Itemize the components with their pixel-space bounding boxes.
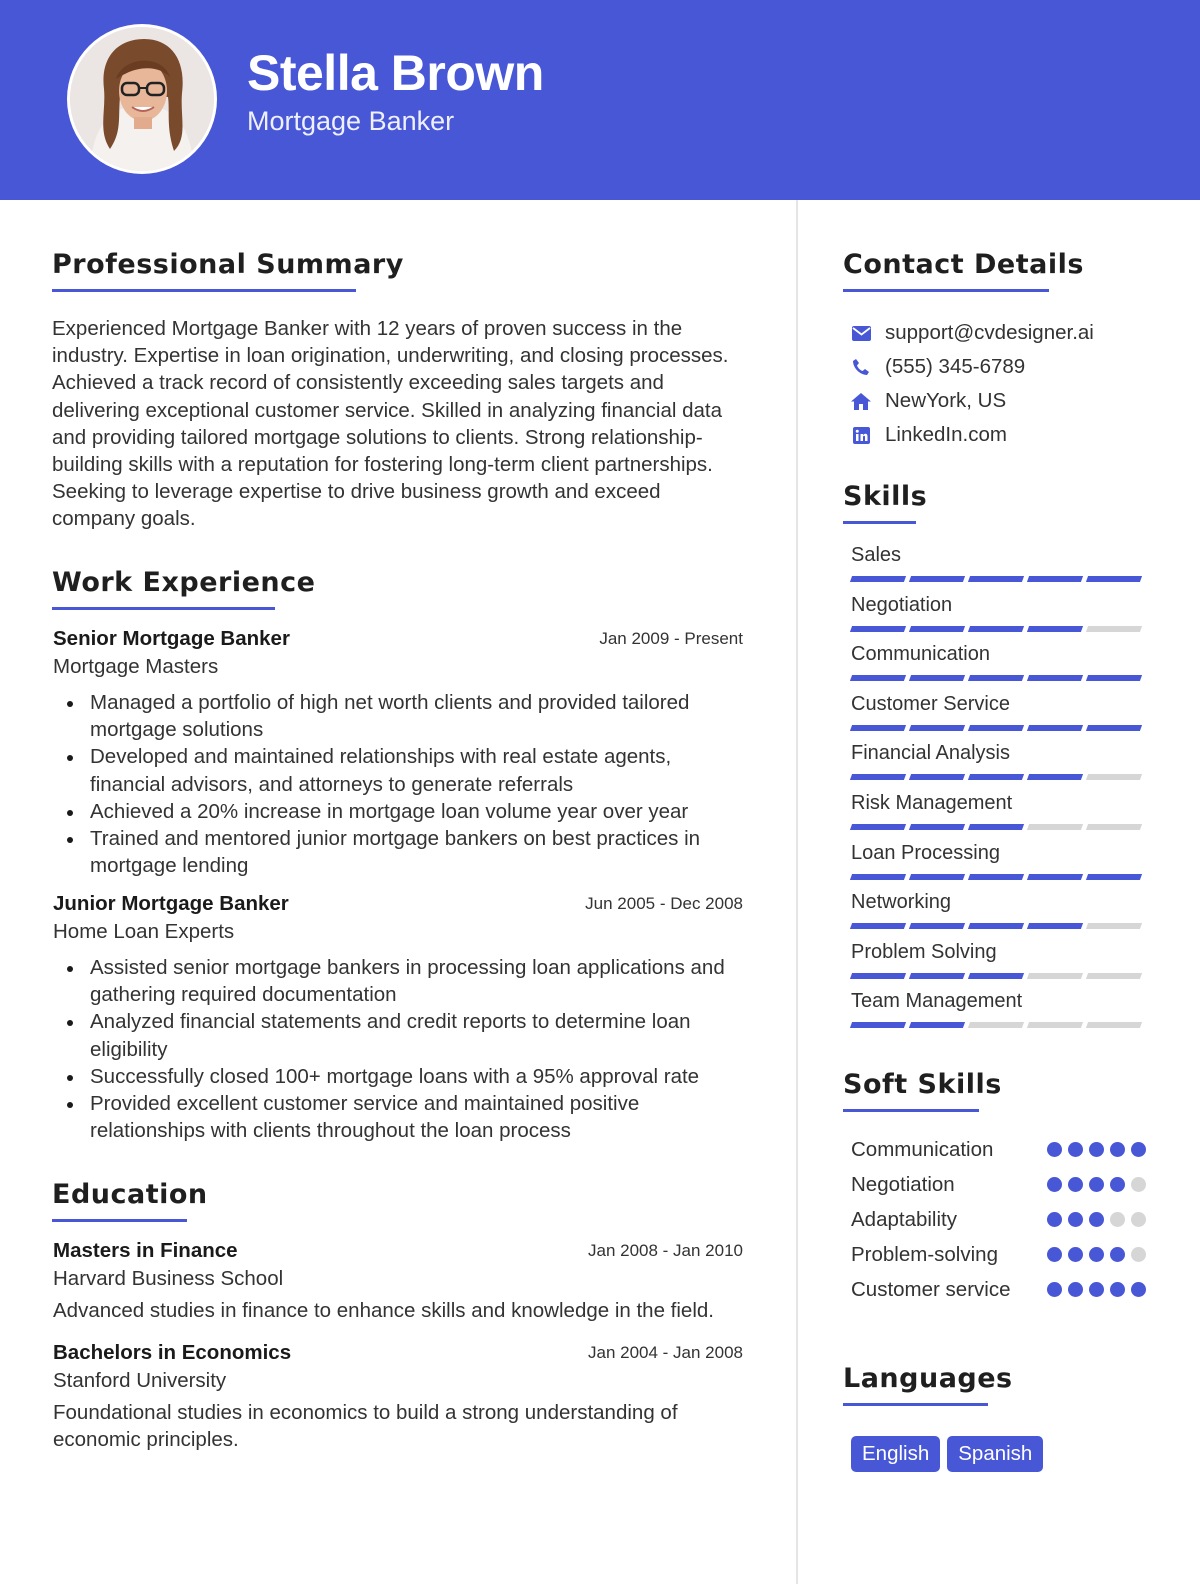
skill-item	[851, 842, 1146, 892]
soft-skill-item	[851, 1272, 1146, 1307]
rating-dot	[1110, 1247, 1125, 1262]
skill-level-segment	[909, 1022, 965, 1028]
skill-level-segment	[1086, 576, 1142, 582]
profile-photo-illustration	[70, 27, 214, 171]
skill-level-segment	[1086, 725, 1142, 731]
skill-level-segment	[909, 874, 965, 880]
job-role: Senior Mortgage Banker	[53, 627, 290, 650]
text-line: Achieved a track record of consistently exceeding sales targets and	[52, 371, 664, 395]
job-bullet-line: gathering required documentation	[90, 983, 397, 1007]
contact-email-text: support@cvdesigner.ai	[885, 321, 1094, 344]
soft-skills-list	[851, 1132, 1146, 1307]
job-bullet-line: mortgage lending	[90, 854, 249, 878]
soft-skill-item	[851, 1167, 1146, 1202]
skill-level-segment	[968, 973, 1024, 979]
education-degree: Masters in Finance	[53, 1239, 238, 1262]
skill-level-bar	[851, 626, 1146, 632]
summary-heading: Professional Summary	[52, 249, 404, 280]
skill-item	[851, 742, 1146, 792]
education-heading: Education	[52, 1179, 208, 1210]
text-line: company goals.	[52, 507, 196, 531]
skill-level-segment	[1027, 774, 1083, 780]
soft-skill-name: Problem-solving	[851, 1242, 998, 1266]
job-company: Mortgage Masters	[53, 655, 219, 678]
skill-level-segment	[850, 626, 906, 632]
rating-dot	[1089, 1142, 1104, 1157]
skill-level-segment	[909, 824, 965, 830]
rating-dot	[1047, 1212, 1062, 1227]
skill-item	[851, 594, 1146, 644]
job-bullet-line: Successfully closed 100+ mortgage loans with a 95% approval rate	[90, 1064, 700, 1088]
contact-phone-text: (555) 345-6789	[885, 355, 1026, 378]
rating-dot	[1131, 1282, 1146, 1297]
skill-level-segment	[909, 973, 965, 979]
skill-level-segment	[850, 675, 906, 681]
skill-name: Financial Analysis	[851, 742, 1010, 765]
rating-dot	[1131, 1212, 1146, 1227]
contact-location	[851, 384, 1094, 418]
skill-level-bar	[851, 675, 1146, 681]
skill-level-segment	[909, 626, 965, 632]
job-bullet	[53, 954, 743, 1008]
skill-item	[851, 941, 1146, 991]
skill-level-segment	[968, 576, 1024, 582]
skill-item	[851, 544, 1146, 594]
experience-heading: Work Experience	[52, 567, 316, 598]
education-description	[53, 1399, 743, 1453]
job-bullet-line: Managed a portfolio of high net worth clients and provided tailored	[90, 691, 690, 714]
skill-name: Customer Service	[851, 692, 1010, 715]
job-bullet-line: Analyzed financial statements and credit reports to determine loan	[90, 1010, 691, 1034]
skill-level-segment	[850, 1022, 906, 1028]
job-role: Junior Mortgage Banker	[53, 892, 289, 915]
soft-skill-name: Communication	[851, 1137, 994, 1161]
skill-level-bar	[851, 725, 1146, 731]
text-line: Advanced studies in finance to enhance skills and knowledge in the field.	[53, 1299, 714, 1322]
education-entry	[53, 1341, 743, 1453]
job-bullet-line: Provided excellent customer service and maintained positive	[90, 1092, 640, 1116]
skill-item	[851, 693, 1146, 743]
skill-level-segment	[1027, 1022, 1083, 1028]
languages-heading-underline	[843, 1403, 988, 1406]
rating-dot	[1068, 1177, 1083, 1192]
skill-level-segment	[1027, 576, 1083, 582]
skill-level-segment	[850, 824, 906, 830]
job-bullet-line: Trained and mentored junior mortgage bankers on best practices in	[90, 827, 701, 851]
skill-name: Loan Processing	[851, 841, 1000, 864]
rating-dot	[1110, 1282, 1125, 1297]
job-bullet	[53, 1008, 743, 1062]
skill-name: Team Management	[851, 990, 1023, 1013]
column-divider	[796, 200, 798, 1584]
rating-dot	[1068, 1142, 1083, 1157]
skill-level-segment	[1027, 725, 1083, 731]
skill-level-bar	[851, 576, 1146, 582]
language-tag: English	[851, 1436, 940, 1472]
skill-level-segment	[850, 725, 906, 731]
text-line: delivering exceptional customer service. Skilled in analyzing financial data	[52, 398, 723, 422]
job-dates: Jun 2005 - Dec 2008	[585, 894, 743, 913]
skill-name: Communication	[851, 643, 990, 666]
rating-dot	[1089, 1177, 1104, 1192]
soft-skill-name: Customer service	[851, 1277, 1011, 1301]
skill-level-bar	[851, 973, 1146, 979]
job-dates: Jan 2009 - Present	[599, 629, 743, 648]
rating-dot	[1047, 1177, 1062, 1192]
job-bullets	[53, 689, 743, 879]
education-dates: Jan 2008 - Jan 2010	[587, 1241, 743, 1260]
soft-skills-heading-underline	[843, 1109, 979, 1112]
rating-dot	[1131, 1177, 1146, 1192]
skill-level-segment	[968, 824, 1024, 830]
skill-level-bar	[851, 774, 1146, 780]
job-bullet-line: Assisted senior mortgage bankers in processing loan applications and	[90, 956, 725, 979]
education-dates: Jan 2004 - Jan 2008	[587, 1343, 743, 1362]
soft-skill-name: Negotiation	[851, 1172, 955, 1196]
skill-item	[851, 792, 1146, 842]
avatar	[67, 24, 217, 174]
education-school: Stanford University	[53, 1369, 227, 1392]
skill-item	[851, 990, 1146, 1040]
envelope-icon	[851, 323, 871, 343]
text-line: Experienced Mortgage Banker with 12 years of proven success in the	[52, 317, 683, 340]
contact-heading-underline	[843, 289, 1049, 292]
job-bullet	[53, 825, 743, 879]
skill-item	[851, 891, 1146, 941]
skill-level-segment	[1027, 824, 1083, 830]
summary-text	[52, 315, 752, 533]
job-bullet	[53, 798, 743, 825]
soft-skill-rating	[1047, 1247, 1146, 1262]
rating-dot	[1131, 1142, 1146, 1157]
job-company: Home Loan Experts	[53, 920, 235, 943]
rating-dot	[1089, 1282, 1104, 1297]
skill-level-segment	[909, 923, 965, 929]
skill-level-segment	[968, 675, 1024, 681]
skills-list	[851, 544, 1146, 1040]
language-tag: Spanish	[947, 1436, 1043, 1472]
skill-level-segment	[1027, 923, 1083, 929]
skill-level-bar	[851, 1022, 1146, 1028]
skill-level-segment	[1027, 626, 1083, 632]
skill-level-segment	[909, 576, 965, 582]
soft-skill-item	[851, 1202, 1146, 1237]
rating-dot	[1068, 1282, 1083, 1297]
rating-dot	[1047, 1282, 1062, 1297]
linkedin-icon	[851, 425, 871, 445]
skill-level-segment	[850, 774, 906, 780]
phone-icon	[851, 357, 871, 377]
skill-level-segment	[1086, 774, 1142, 780]
soft-skill-rating	[1047, 1177, 1146, 1192]
soft-skill-name: Adaptability	[851, 1207, 957, 1231]
text-line: and providing tailored mortgage solutions to clients. Strong relationship-	[52, 425, 703, 449]
skill-level-segment	[909, 725, 965, 731]
skill-level-segment	[1086, 973, 1142, 979]
skill-level-segment	[909, 675, 965, 681]
education-school: Harvard Business School	[53, 1267, 284, 1290]
languages-list	[851, 1436, 1043, 1472]
skill-name: Networking	[851, 891, 952, 914]
education-description	[53, 1297, 743, 1324]
education-degree: Bachelors in Economics	[53, 1341, 292, 1364]
contact-email[interactable]	[851, 316, 1094, 350]
home-icon	[851, 391, 871, 411]
skill-level-segment	[1086, 1022, 1142, 1028]
skill-name: Problem Solving	[851, 940, 997, 963]
soft-skill-item	[851, 1237, 1146, 1272]
text-line: Seeking to leverage expertise to drive business growth and exceed	[52, 480, 661, 504]
skill-level-bar	[851, 923, 1146, 929]
rating-dot	[1110, 1212, 1125, 1227]
candidate-title: Mortgage Banker	[247, 106, 455, 136]
contact-linkedin-text: LinkedIn.com	[885, 423, 1007, 446]
rating-dot	[1047, 1247, 1062, 1262]
job-bullet-line: Developed and maintained relationships with real estate agents,	[90, 745, 672, 769]
education-heading-underline	[52, 1219, 187, 1222]
skill-level-segment	[1027, 675, 1083, 681]
text-line: economic principles.	[53, 1428, 239, 1452]
experience-heading-underline	[52, 607, 275, 610]
skill-level-segment	[1027, 973, 1083, 979]
skill-level-segment	[968, 923, 1024, 929]
skill-level-segment	[968, 874, 1024, 880]
rating-dot	[1131, 1247, 1146, 1262]
contact-list	[851, 316, 1094, 452]
skills-heading: Skills	[843, 481, 928, 512]
text-line: building skills with a reputation for fostering long-term client partnerships.	[52, 453, 713, 477]
contact-phone[interactable]	[851, 350, 1094, 384]
education-entry	[53, 1239, 743, 1324]
header-banner	[0, 0, 1200, 200]
job-bullet	[53, 689, 743, 743]
rating-dot	[1047, 1142, 1062, 1157]
skill-level-bar	[851, 874, 1146, 880]
soft-skills-heading: Soft Skills	[843, 1069, 1002, 1100]
soft-skill-rating	[1047, 1142, 1146, 1157]
text-line: industry. Expertise in loan origination, underwriting, and closing processes.	[52, 344, 729, 368]
skill-level-segment	[1086, 626, 1142, 632]
job-entry	[53, 627, 743, 879]
rating-dot	[1089, 1247, 1104, 1262]
skill-level-segment	[850, 973, 906, 979]
job-bullet-line: mortgage solutions	[90, 718, 264, 742]
job-bullet	[53, 1063, 743, 1090]
skill-level-segment	[850, 923, 906, 929]
skill-item	[851, 643, 1146, 693]
rating-dot	[1089, 1212, 1104, 1227]
rating-dot	[1110, 1142, 1125, 1157]
job-bullets	[53, 954, 743, 1144]
job-entry	[53, 892, 743, 1144]
languages-heading: Languages	[843, 1363, 1013, 1394]
skill-level-segment	[850, 576, 906, 582]
job-bullet-line: eligibility	[90, 1037, 168, 1061]
job-bullet-line: relationships with clients throughout the loan process	[90, 1119, 571, 1143]
candidate-name: Stella Brown	[247, 45, 544, 101]
skill-level-segment	[1086, 923, 1142, 929]
job-bullet-line: Achieved a 20% increase in mortgage loan volume year over year	[90, 799, 689, 823]
soft-skill-rating	[1047, 1212, 1146, 1227]
skill-name: Risk Management	[851, 791, 1013, 814]
skills-heading-underline	[843, 521, 916, 524]
skill-level-segment	[1086, 824, 1142, 830]
skill-level-segment	[968, 725, 1024, 731]
soft-skill-rating	[1047, 1282, 1146, 1297]
skill-level-segment	[909, 774, 965, 780]
skill-level-segment	[1086, 874, 1142, 880]
rating-dot	[1068, 1247, 1083, 1262]
skill-level-segment	[968, 626, 1024, 632]
contact-heading: Contact Details	[843, 249, 1084, 280]
skill-level-segment	[968, 774, 1024, 780]
rating-dot	[1068, 1212, 1083, 1227]
skill-level-segment	[850, 874, 906, 880]
summary-heading-underline	[52, 289, 356, 292]
skill-level-segment	[1086, 675, 1142, 681]
contact-location-text: NewYork, US	[885, 389, 1007, 412]
contact-linkedin[interactable]	[851, 418, 1094, 452]
skill-level-bar	[851, 824, 1146, 830]
skill-name: Negotiation	[851, 593, 953, 616]
soft-skill-item	[851, 1132, 1146, 1167]
job-bullet	[53, 1090, 743, 1144]
skill-name: Sales	[851, 544, 902, 566]
skill-level-segment	[1027, 874, 1083, 880]
text-line: Foundational studies in economics to build a strong understanding of	[53, 1401, 678, 1424]
job-bullet-line: financial advisors, and attorneys to generate referrals	[90, 772, 574, 796]
profile-photo	[70, 27, 214, 171]
skill-level-segment	[968, 1022, 1024, 1028]
rating-dot	[1110, 1177, 1125, 1192]
job-bullet	[53, 743, 743, 797]
